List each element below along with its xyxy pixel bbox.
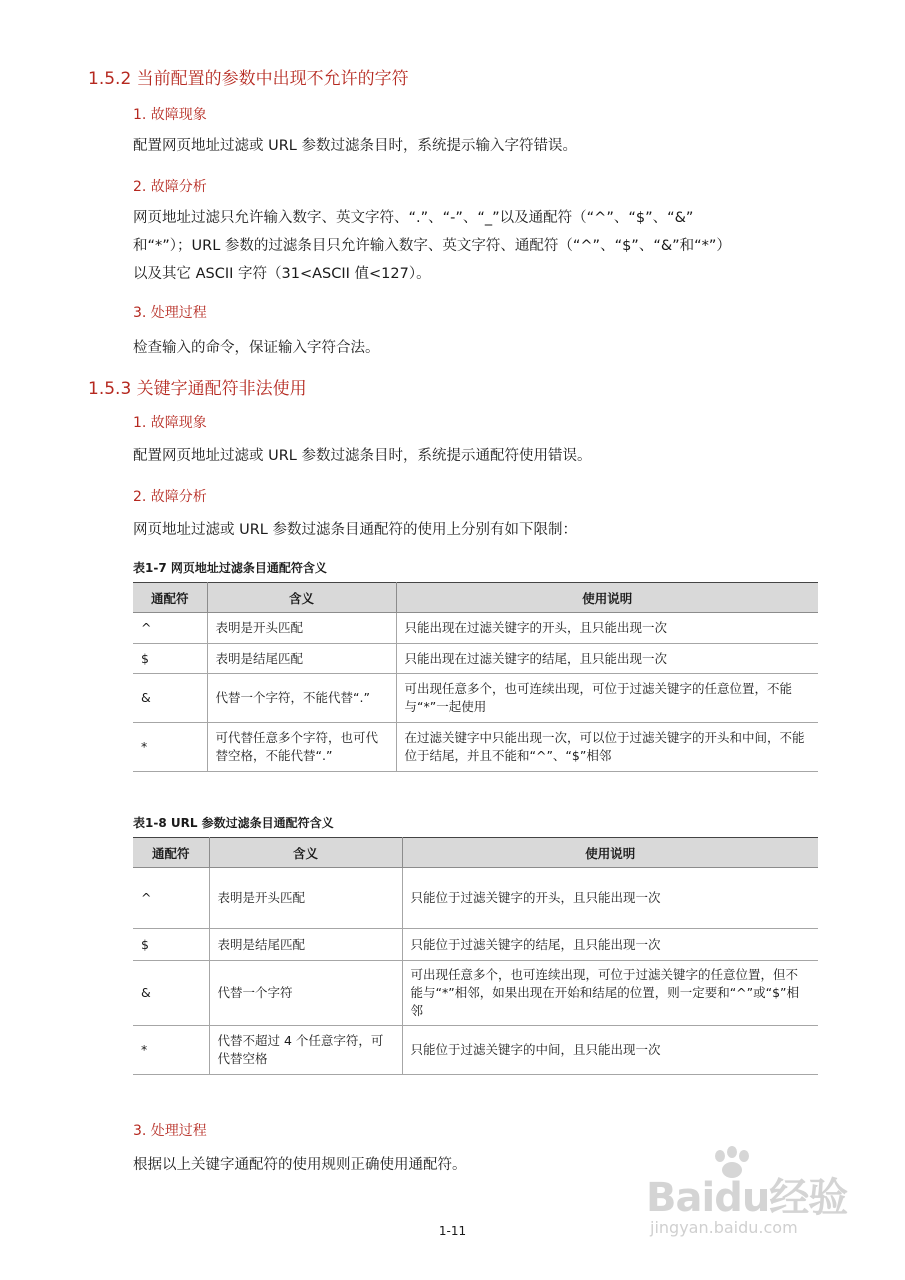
paragraph-symptom-2: 配置网页地址过滤或 URL 参数过滤条目时，系统提示通配符使用错误。: [133, 448, 592, 464]
paragraph-process: 检查输入的命令，保证输入字符合法。: [133, 340, 380, 356]
cell-usage: 只能出现在过滤关键字的开头，且只能出现一次: [396, 613, 818, 644]
table-row: [133, 613, 818, 644]
paragraph-process-2: 根据以上关键字通配符的使用规则正确使用通配符。: [133, 1157, 467, 1173]
table-row: [133, 929, 818, 961]
table-row: [133, 961, 818, 1026]
watermark-brand: Baidu经验: [646, 1175, 848, 1221]
subsection-title-process-2: 3. 处理过程: [133, 1123, 207, 1139]
paragraph-symptom: 配置网页地址过滤或 URL 参数过滤条目时，系统提示输入字符错误。: [133, 138, 577, 154]
table-header-row: [133, 583, 818, 613]
section-heading-1-5-2: 1.5.2 当前配置的参数中出现不允许的字符: [88, 69, 409, 89]
cell-meaning: 表明是结尾匹配: [207, 644, 396, 674]
header-wildcard: 通配符: [133, 583, 207, 613]
header-wildcard: 通配符: [133, 838, 209, 868]
table-caption-1-8: 表1-8 URL 参数过滤条目通配符含义: [133, 816, 334, 830]
baidu-watermark: [646, 1146, 856, 1242]
page-number: 1-11: [438, 1224, 467, 1238]
subsection-title-process: 3. 处理过程: [133, 305, 207, 321]
header-meaning: 含义: [207, 583, 396, 613]
table-caption-1-7: 表1-7 网页地址过滤条目通配符含义: [133, 561, 327, 575]
subsection-title-analysis-2: 2. 故障分析: [133, 489, 207, 505]
table-1-7: [133, 582, 818, 772]
cell-wildcard: $: [133, 644, 207, 674]
cell-meaning: 代替一个字符: [209, 961, 402, 1026]
cell-wildcard: ^: [133, 868, 209, 929]
table-row: [133, 1026, 818, 1075]
subsection-title-symptom: 1. 故障现象: [133, 107, 207, 123]
cell-meaning: 可代替任意多个字符，也可代替空格，不能代替“.”: [207, 723, 396, 772]
cell-wildcard: &: [133, 674, 207, 723]
header-meaning: 含义: [209, 838, 402, 868]
cell-usage: 在过滤关键字中只能出现一次，可以位于过滤关键字的开头和中间，不能位于结尾，并且不能和“^”、“$”相邻: [396, 723, 818, 772]
watermark-url: jingyan.baidu.com: [650, 1218, 798, 1237]
table-row: [133, 868, 818, 929]
paragraph-analysis-line1: 网页地址过滤只允许输入数字、英文字符、“.”、“-”、“_”以及通配符（“^”、“$”、“&”: [133, 210, 694, 226]
cell-meaning: 表明是结尾匹配: [209, 929, 402, 961]
cell-meaning: 代替不超过 4 个任意字符，可代替空格: [209, 1026, 402, 1075]
cell-wildcard: $: [133, 929, 209, 961]
subsection-title-symptom-2: 1. 故障现象: [133, 415, 207, 431]
cell-wildcard: *: [133, 1026, 209, 1075]
table-row: [133, 674, 818, 723]
table-header-row: [133, 838, 818, 868]
cell-wildcard: *: [133, 723, 207, 772]
cell-usage: 可出现任意多个，也可连续出现，可位于过滤关键字的任意位置，不能与“*”一起使用: [396, 674, 818, 723]
cell-usage: 只能位于过滤关键字的中间，且只能出现一次: [402, 1026, 818, 1075]
table-row: [133, 723, 818, 772]
cell-usage: 只能位于过滤关键字的结尾，且只能出现一次: [402, 929, 818, 961]
header-usage: 使用说明: [396, 583, 818, 613]
cell-wildcard: ^: [133, 613, 207, 644]
table-row: [133, 644, 818, 674]
table-1-8: [133, 837, 818, 1075]
cell-usage: 只能出现在过滤关键字的结尾，且只能出现一次: [396, 644, 818, 674]
cell-usage: 只能位于过滤关键字的开头，且只能出现一次: [402, 868, 818, 929]
cell-meaning: 表明是开头匹配: [207, 613, 396, 644]
cell-usage: 可出现任意多个，也可连续出现，可位于过滤关键字的任意位置，但不能与“*”相邻，如果出现在开始和结尾的位置，则一定要和“^”或“$”相邻: [402, 961, 818, 1026]
section-heading-1-5-3: 1.5.3 关键字通配符非法使用: [88, 379, 307, 399]
paragraph-analysis-line3: 以及其它 ASCII 字符（31<ASCII 值<127）。: [133, 266, 431, 282]
cell-wildcard: &: [133, 961, 209, 1026]
paragraph-analysis-2: 网页地址过滤或 URL 参数过滤条目通配符的使用上分别有如下限制：: [133, 522, 577, 538]
cell-meaning: 表明是开头匹配: [209, 868, 402, 929]
subsection-title-analysis: 2. 故障分析: [133, 179, 207, 195]
cell-meaning: 代替一个字符，不能代替“.”: [207, 674, 396, 723]
header-usage: 使用说明: [402, 838, 818, 868]
paragraph-analysis-line2: 和“*”）；URL 参数的过滤条目只允许输入数字、英文字符、通配符（“^”、“$”、“&”和“*”）: [133, 238, 731, 254]
